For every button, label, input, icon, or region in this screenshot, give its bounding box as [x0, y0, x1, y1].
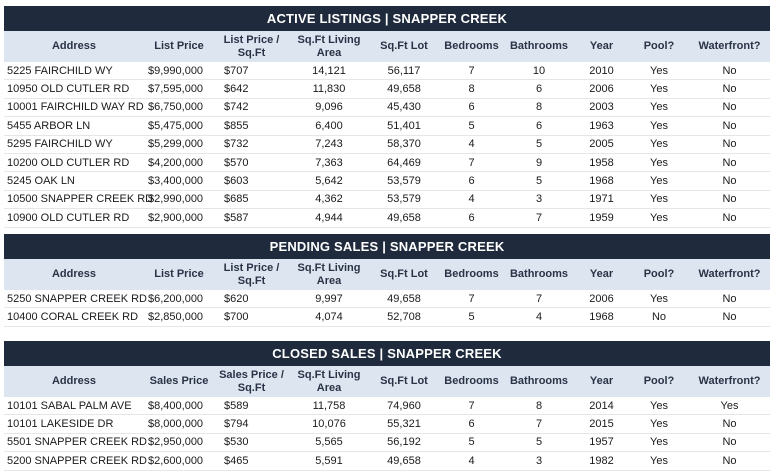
cell-price-per-sqft: $603 — [214, 172, 289, 190]
active-listings-table — [4, 31, 770, 228]
column-header-price-per-sqft: Sales Price / Sq.Ft — [214, 366, 289, 397]
cell-waterfront: No — [689, 153, 770, 171]
column-header-living-area: Sq.Ft Living Area — [289, 259, 369, 290]
column-header-bedrooms: Bedrooms — [439, 31, 504, 62]
cell-bathrooms: 6 — [504, 80, 574, 98]
cell-bedrooms: 7 — [439, 397, 504, 415]
cell-address: 10900 OLD CUTLER RD — [4, 209, 144, 227]
cell-price: $2,900,000 — [144, 209, 214, 227]
cell-living-area: 9,096 — [289, 98, 369, 116]
column-header-price: List Price — [144, 259, 214, 290]
closed-sales-title: CLOSED SALES | SNAPPER CREEK — [4, 341, 770, 366]
cell-address: 10950 OLD CUTLER RD — [4, 80, 144, 98]
cell-living-area: 5,565 — [289, 433, 369, 451]
cell-pool: Yes — [629, 397, 689, 415]
column-header-living-area: Sq.Ft Living Area — [289, 366, 369, 397]
cell-price: $2,600,000 — [144, 452, 214, 470]
cell-living-area: 4,944 — [289, 209, 369, 227]
column-header-bedrooms: Bedrooms — [439, 259, 504, 290]
cell-pool: Yes — [629, 433, 689, 451]
cell-year: 1971 — [574, 190, 629, 208]
cell-year: 1968 — [574, 172, 629, 190]
table-row — [4, 153, 770, 171]
cell-bedrooms: 4 — [439, 452, 504, 470]
cell-waterfront: No — [689, 190, 770, 208]
column-header-lot: Sq.Ft Lot — [369, 259, 439, 290]
cell-bedrooms: 5 — [439, 308, 504, 326]
cell-address: 10400 CORAL CREEK RD — [4, 308, 144, 326]
cell-year: 2006 — [574, 290, 629, 308]
cell-bathrooms: 5 — [504, 135, 574, 153]
table-row — [4, 190, 770, 208]
cell-living-area: 14,121 — [289, 62, 369, 80]
cell-address: 5200 SNAPPER CREEK RD — [4, 452, 144, 470]
cell-bathrooms: 10 — [504, 62, 574, 80]
cell-bedrooms: 4 — [439, 190, 504, 208]
cell-lot: 49,658 — [369, 80, 439, 98]
cell-address: 10101 LAKESIDE DR — [4, 415, 144, 433]
cell-bedrooms: 5 — [439, 433, 504, 451]
cell-bathrooms: 6 — [504, 117, 574, 135]
cell-waterfront: No — [689, 452, 770, 470]
column-header-waterfront: Waterfront? — [689, 366, 770, 397]
cell-waterfront: No — [689, 308, 770, 326]
column-header-address: Address — [4, 31, 144, 62]
cell-waterfront: No — [689, 433, 770, 451]
column-header-waterfront: Waterfront? — [689, 259, 770, 290]
cell-year: 1958 — [574, 153, 629, 171]
cell-price: $6,750,000 — [144, 98, 214, 116]
cell-price: $8,000,000 — [144, 415, 214, 433]
cell-bedrooms: 6 — [439, 172, 504, 190]
cell-living-area: 6,400 — [289, 117, 369, 135]
cell-lot: 51,401 — [369, 117, 439, 135]
cell-address: 5295 FAIRCHILD WY — [4, 135, 144, 153]
header-row — [4, 366, 770, 397]
cell-year: 1963 — [574, 117, 629, 135]
cell-price: $6,200,000 — [144, 290, 214, 308]
cell-bathrooms: 8 — [504, 98, 574, 116]
cell-lot: 55,321 — [369, 415, 439, 433]
header-row — [4, 259, 770, 290]
cell-bathrooms: 8 — [504, 397, 574, 415]
cell-lot: 52,708 — [369, 308, 439, 326]
cell-bedrooms: 4 — [439, 135, 504, 153]
cell-price-per-sqft: $642 — [214, 80, 289, 98]
cell-living-area: 10,076 — [289, 415, 369, 433]
cell-bathrooms: 3 — [504, 190, 574, 208]
cell-lot: 74,960 — [369, 397, 439, 415]
table-row — [4, 433, 770, 451]
cell-pool: Yes — [629, 172, 689, 190]
closed-sales-table — [4, 366, 770, 471]
cell-bathrooms: 7 — [504, 290, 574, 308]
cell-living-area: 9,997 — [289, 290, 369, 308]
table-row — [4, 80, 770, 98]
cell-bathrooms: 7 — [504, 415, 574, 433]
cell-address: 5245 OAK LN — [4, 172, 144, 190]
cell-bathrooms: 5 — [504, 433, 574, 451]
cell-price-per-sqft: $530 — [214, 433, 289, 451]
cell-address: 10001 FAIRCHILD WAY RD — [4, 98, 144, 116]
cell-bathrooms: 5 — [504, 172, 574, 190]
header-row — [4, 31, 770, 62]
cell-price: $8,400,000 — [144, 397, 214, 415]
column-header-pool: Pool? — [629, 366, 689, 397]
cell-pool: Yes — [629, 452, 689, 470]
cell-year: 2003 — [574, 98, 629, 116]
active-listings-section — [4, 6, 770, 228]
cell-waterfront: No — [689, 80, 770, 98]
cell-lot: 53,579 — [369, 190, 439, 208]
cell-price: $3,400,000 — [144, 172, 214, 190]
column-header-bedrooms: Bedrooms — [439, 366, 504, 397]
pending-sales-table — [4, 259, 770, 327]
pending-sales-section — [4, 234, 770, 327]
cell-price: $9,990,000 — [144, 62, 214, 80]
active-listings-title: ACTIVE LISTINGS | SNAPPER CREEK — [4, 6, 770, 31]
cell-bedrooms: 5 — [439, 117, 504, 135]
cell-pool: Yes — [629, 290, 689, 308]
cell-price-per-sqft: $732 — [214, 135, 289, 153]
column-header-price: Sales Price — [144, 366, 214, 397]
cell-pool: Yes — [629, 135, 689, 153]
cell-price-per-sqft: $587 — [214, 209, 289, 227]
column-header-price-per-sqft: List Price / Sq.Ft — [214, 31, 289, 62]
column-header-price-per-sqft: List Price / Sq.Ft — [214, 259, 289, 290]
cell-price: $2,990,000 — [144, 190, 214, 208]
cell-price-per-sqft: $620 — [214, 290, 289, 308]
cell-living-area: 11,830 — [289, 80, 369, 98]
table-row — [4, 308, 770, 326]
cell-address: 5250 SNAPPER CREEK RD — [4, 290, 144, 308]
cell-bathrooms: 9 — [504, 153, 574, 171]
cell-living-area: 11,758 — [289, 397, 369, 415]
column-header-lot: Sq.Ft Lot — [369, 366, 439, 397]
cell-lot: 53,579 — [369, 172, 439, 190]
cell-lot: 56,192 — [369, 433, 439, 451]
cell-bedrooms: 8 — [439, 80, 504, 98]
table-row — [4, 452, 770, 470]
column-header-living-area: Sq.Ft Living Area — [289, 31, 369, 62]
column-header-lot: Sq.Ft Lot — [369, 31, 439, 62]
cell-price-per-sqft: $570 — [214, 153, 289, 171]
cell-year: 2005 — [574, 135, 629, 153]
cell-pool: Yes — [629, 80, 689, 98]
cell-price: $7,595,000 — [144, 80, 214, 98]
cell-address: 10500 SNAPPER CREEK RD — [4, 190, 144, 208]
cell-living-area: 7,243 — [289, 135, 369, 153]
cell-price-per-sqft: $742 — [214, 98, 289, 116]
table-row — [4, 209, 770, 227]
cell-price-per-sqft: $855 — [214, 117, 289, 135]
table-row — [4, 290, 770, 308]
cell-price: $5,475,000 — [144, 117, 214, 135]
cell-price-per-sqft: $589 — [214, 397, 289, 415]
cell-bathrooms: 4 — [504, 308, 574, 326]
cell-living-area: 4,074 — [289, 308, 369, 326]
column-header-address: Address — [4, 259, 144, 290]
cell-waterfront: No — [689, 62, 770, 80]
column-header-pool: Pool? — [629, 259, 689, 290]
cell-pool: No — [629, 308, 689, 326]
cell-waterfront: No — [689, 98, 770, 116]
cell-bedrooms: 7 — [439, 153, 504, 171]
cell-lot: 56,117 — [369, 62, 439, 80]
column-header-address: Address — [4, 366, 144, 397]
cell-lot: 49,658 — [369, 209, 439, 227]
cell-bedrooms: 6 — [439, 415, 504, 433]
cell-price: $4,200,000 — [144, 153, 214, 171]
table-row — [4, 415, 770, 433]
column-header-year: Year — [574, 259, 629, 290]
cell-year: 2006 — [574, 80, 629, 98]
cell-pool: Yes — [629, 98, 689, 116]
cell-price: $2,850,000 — [144, 308, 214, 326]
column-header-bathrooms: Bathrooms — [504, 31, 574, 62]
cell-lot: 64,469 — [369, 153, 439, 171]
cell-lot: 49,658 — [369, 452, 439, 470]
cell-living-area: 4,362 — [289, 190, 369, 208]
cell-waterfront: No — [689, 135, 770, 153]
cell-living-area: 7,363 — [289, 153, 369, 171]
table-row — [4, 397, 770, 415]
cell-price: $2,950,000 — [144, 433, 214, 451]
cell-living-area: 5,591 — [289, 452, 369, 470]
table-row — [4, 117, 770, 135]
cell-bathrooms: 3 — [504, 452, 574, 470]
cell-waterfront: No — [689, 415, 770, 433]
cell-pool: Yes — [629, 153, 689, 171]
column-header-bathrooms: Bathrooms — [504, 366, 574, 397]
cell-address: 10101 SABAL PALM AVE — [4, 397, 144, 415]
cell-waterfront: No — [689, 172, 770, 190]
cell-price: $5,299,000 — [144, 135, 214, 153]
cell-bedrooms: 6 — [439, 98, 504, 116]
cell-year: 1968 — [574, 308, 629, 326]
cell-lot: 49,658 — [369, 290, 439, 308]
cell-price-per-sqft: $700 — [214, 308, 289, 326]
table-row — [4, 62, 770, 80]
cell-bathrooms: 7 — [504, 209, 574, 227]
cell-year: 1957 — [574, 433, 629, 451]
cell-bedrooms: 7 — [439, 62, 504, 80]
cell-year: 1959 — [574, 209, 629, 227]
cell-address: 10200 OLD CUTLER RD — [4, 153, 144, 171]
cell-bedrooms: 7 — [439, 290, 504, 308]
column-header-year: Year — [574, 366, 629, 397]
cell-waterfront: Yes — [689, 397, 770, 415]
cell-living-area: 5,642 — [289, 172, 369, 190]
cell-address: 5455 ARBOR LN — [4, 117, 144, 135]
pending-sales-title: PENDING SALES | SNAPPER CREEK — [4, 234, 770, 259]
cell-year: 2015 — [574, 415, 629, 433]
cell-address: 5225 FAIRCHILD WY — [4, 62, 144, 80]
cell-address: 5501 SNAPPER CREEK RD — [4, 433, 144, 451]
table-row — [4, 172, 770, 190]
cell-price-per-sqft: $707 — [214, 62, 289, 80]
cell-waterfront: No — [689, 117, 770, 135]
cell-pool: Yes — [629, 117, 689, 135]
cell-price-per-sqft: $685 — [214, 190, 289, 208]
cell-pool: Yes — [629, 190, 689, 208]
cell-year: 2010 — [574, 62, 629, 80]
cell-year: 2014 — [574, 397, 629, 415]
column-header-waterfront: Waterfront? — [689, 31, 770, 62]
table-row — [4, 135, 770, 153]
closed-sales-section — [4, 341, 770, 471]
cell-bedrooms: 6 — [439, 209, 504, 227]
cell-pool: Yes — [629, 415, 689, 433]
cell-year: 1982 — [574, 452, 629, 470]
column-header-pool: Pool? — [629, 31, 689, 62]
cell-waterfront: No — [689, 209, 770, 227]
cell-pool: Yes — [629, 209, 689, 227]
cell-waterfront: No — [689, 290, 770, 308]
cell-lot: 58,370 — [369, 135, 439, 153]
column-header-price: List Price — [144, 31, 214, 62]
cell-pool: Yes — [629, 62, 689, 80]
column-header-bathrooms: Bathrooms — [504, 259, 574, 290]
column-header-year: Year — [574, 31, 629, 62]
cell-price-per-sqft: $794 — [214, 415, 289, 433]
table-row — [4, 98, 770, 116]
cell-lot: 45,430 — [369, 98, 439, 116]
cell-price-per-sqft: $465 — [214, 452, 289, 470]
